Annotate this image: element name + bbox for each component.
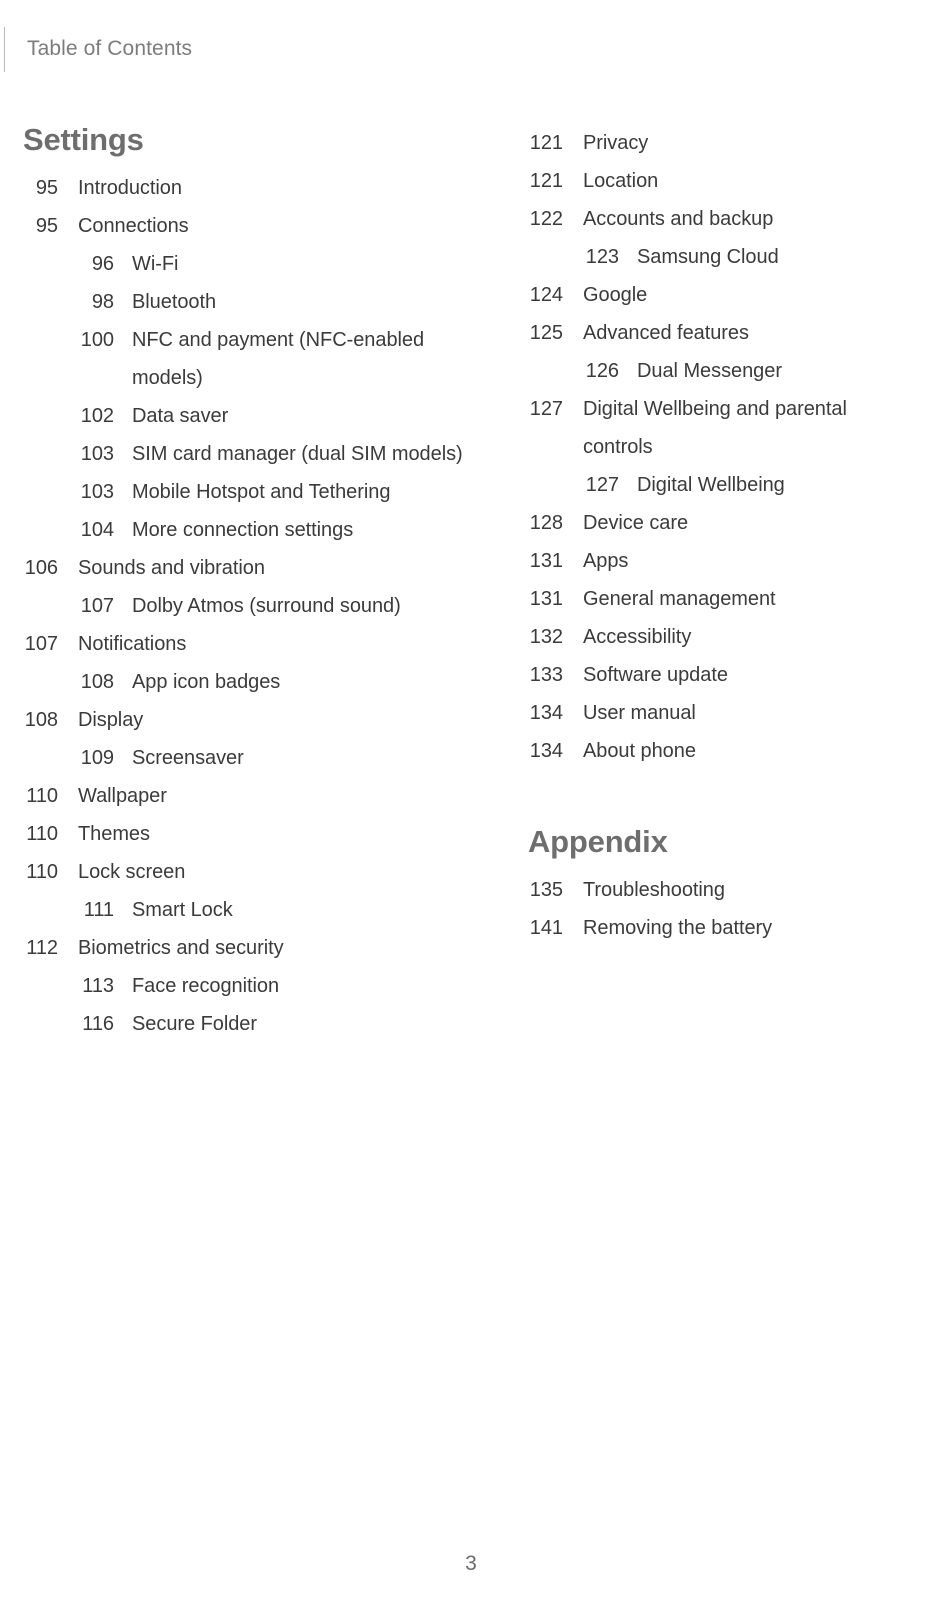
toc-entry-label: Themes [78, 823, 150, 845]
toc-entry-label: Face recognition [132, 975, 280, 997]
toc-entry-label: General management [583, 588, 776, 610]
toc-entry-label: Apps [583, 550, 629, 572]
toc-entry-page-number: 132 [529, 626, 563, 648]
toc-entry-label: Digital Wellbeing [637, 474, 785, 496]
toc-entry-page-number: 116 [82, 1013, 114, 1035]
toc-entry-page-number: 123 [585, 246, 619, 268]
toc-entry[interactable] [23, 929, 483, 967]
page-number: 3 [465, 1552, 477, 1575]
toc-entry-page-number: 98 [91, 291, 114, 313]
toc-entry-page-number: 121 [529, 132, 563, 154]
toc-entry[interactable] [23, 587, 483, 625]
toc-entry-page-number: 107 [24, 633, 58, 655]
toc-entry[interactable] [23, 891, 483, 929]
toc-entry-page-number: 102 [80, 405, 114, 427]
toc-entry-page-number: 141 [529, 917, 563, 939]
toc-entry[interactable] [23, 207, 483, 245]
toc-entry-label: Screensaver [132, 747, 244, 769]
toc-entry-page-number: 124 [529, 284, 563, 306]
toc-entry[interactable] [528, 732, 918, 770]
toc-entry-page-number: 103 [80, 443, 114, 465]
toc-entry[interactable] [528, 314, 918, 352]
toc-entry[interactable] [23, 777, 483, 815]
toc-entry[interactable] [23, 169, 483, 207]
toc-entry[interactable] [528, 871, 918, 909]
toc-entry-page-number: 131 [529, 550, 563, 572]
toc-entry-label: Introduction [78, 177, 182, 199]
toc-entry-page-number: 127 [529, 398, 563, 420]
toc-entry-page-number: 135 [529, 879, 563, 901]
running-header-title: Table of Contents [27, 37, 193, 60]
toc-entry[interactable] [528, 656, 918, 694]
toc-entry-label: Troubleshooting [583, 879, 725, 901]
toc-entry-label: Removing the battery [583, 917, 773, 939]
toc-entry[interactable] [528, 466, 918, 504]
toc-entry-list [23, 169, 483, 1043]
toc-entry-label: Smart Lock [132, 899, 233, 921]
toc-entry[interactable] [528, 909, 918, 947]
toc-entry-page-number: 108 [24, 709, 58, 731]
toc-entry-page-number: 113 [82, 975, 114, 997]
toc-entry[interactable] [23, 283, 483, 321]
toc-entry-label: Sounds and vibration [78, 557, 265, 579]
toc-entry[interactable] [528, 542, 918, 580]
toc-entry-label: Display [78, 709, 144, 731]
toc-entry-page-number: 134 [529, 740, 563, 762]
toc-entry-label: Lock screen [78, 861, 186, 883]
toc-entry-page-number: 112 [26, 937, 58, 959]
toc-entry[interactable] [23, 321, 483, 397]
toc-entry-label: Wallpaper [78, 785, 167, 807]
toc-entry[interactable] [23, 853, 483, 891]
toc-entry-label: More connection settings [132, 519, 354, 541]
toc-entry[interactable] [23, 245, 483, 283]
toc-entry-label: Connections [78, 215, 189, 237]
toc-entry[interactable] [528, 200, 918, 238]
toc-entry-page-number: 96 [91, 253, 114, 275]
toc-entry[interactable] [528, 276, 918, 314]
toc-entry[interactable] [23, 435, 483, 473]
toc-entry[interactable] [23, 511, 483, 549]
toc-column-left [23, 124, 483, 1043]
toc-entry-label: Software update [583, 664, 728, 686]
toc-entry[interactable] [528, 390, 918, 466]
section-heading-appendix: Appendix [528, 824, 668, 859]
toc-entry-page-number: 103 [80, 481, 114, 503]
toc-entry-list [528, 124, 918, 770]
toc-entry-label: Device care [583, 512, 689, 534]
toc-entry-page-number: 110 [26, 861, 58, 883]
toc-entry[interactable] [23, 397, 483, 435]
toc-entry-label: Dolby Atmos (surround sound) [132, 595, 401, 617]
toc-entry[interactable] [528, 580, 918, 618]
toc-entry-label: About phone [583, 740, 696, 762]
header-divider-rule [4, 27, 5, 72]
toc-entry[interactable] [23, 815, 483, 853]
toc-entry-label: Google [583, 284, 648, 306]
toc-entry-page-number: 104 [80, 519, 114, 541]
toc-entry-page-number: 107 [80, 595, 114, 617]
toc-entry[interactable] [528, 162, 918, 200]
toc-entry-label: Accounts and backup [583, 208, 774, 230]
toc-entry-label: App icon badges [132, 671, 281, 693]
toc-entry-page-number: 95 [35, 215, 58, 237]
toc-column-right [528, 124, 918, 947]
toc-entry[interactable] [23, 701, 483, 739]
running-header [0, 26, 192, 72]
toc-entry[interactable] [23, 967, 483, 1005]
toc-entry-label: Biometrics and security [78, 937, 284, 959]
toc-entry[interactable] [528, 238, 918, 276]
toc-entry[interactable] [528, 618, 918, 656]
toc-entry-label: Notifications [78, 633, 187, 655]
toc-entry[interactable] [23, 473, 483, 511]
toc-entry[interactable] [23, 739, 483, 777]
toc-entry[interactable] [528, 352, 918, 390]
toc-entry[interactable] [528, 504, 918, 542]
toc-entry-page-number: 110 [26, 823, 58, 845]
toc-entry-page-number: 121 [529, 170, 563, 192]
toc-entry-label: Digital Wellbeing and parental controls [583, 398, 847, 458]
toc-entry-page-number: 108 [80, 671, 114, 693]
section-heading-settings: Settings [23, 122, 144, 157]
toc-entry-page-number: 125 [529, 322, 563, 344]
toc-entry-page-number: 109 [80, 747, 114, 769]
toc-entry-page-number: 110 [26, 785, 58, 807]
toc-entry-page-number: 111 [83, 899, 114, 921]
toc-entry-label: Data saver [132, 405, 229, 427]
toc-entry-page-number: 128 [529, 512, 563, 534]
toc-entry-page-number: 131 [529, 588, 563, 610]
toc-entry-page-number: 122 [529, 208, 563, 230]
toc-entry-label: Location [583, 170, 659, 192]
toc-entry[interactable] [23, 1005, 483, 1043]
toc-entry-page-number: 133 [529, 664, 563, 686]
toc-entry-page-number: 127 [585, 474, 619, 496]
toc-entry-label: Mobile Hotspot and Tethering [132, 481, 391, 503]
toc-entry-label: Privacy [583, 132, 649, 154]
toc-entry-label: Samsung Cloud [637, 246, 779, 268]
toc-entry-page-number: 126 [585, 360, 619, 382]
toc-entry-list [528, 871, 918, 947]
toc-entry[interactable] [23, 663, 483, 701]
toc-entry-label: User manual [583, 702, 696, 724]
toc-entry-label: NFC and payment (NFC-enabled models) [132, 329, 425, 389]
toc-entry-label: Advanced features [583, 322, 749, 344]
toc-entry-label: Wi-Fi [132, 253, 179, 275]
toc-entry-label: Secure Folder [132, 1013, 257, 1035]
toc-entry[interactable] [528, 694, 918, 732]
toc-entry-label: Accessibility [583, 626, 692, 648]
toc-entry-page-number: 100 [80, 329, 114, 351]
toc-entry-page-number: 95 [35, 177, 58, 199]
toc-entry[interactable] [23, 625, 483, 663]
toc-entry-label: Bluetooth [132, 291, 217, 313]
toc-entry-page-number: 134 [529, 702, 563, 724]
toc-entry-page-number: 106 [24, 557, 58, 579]
toc-entry[interactable] [23, 549, 483, 587]
toc-entry[interactable] [528, 124, 918, 162]
toc-entry-label: SIM card manager (dual SIM models) [132, 443, 463, 465]
toc-entry-label: Dual Messenger [637, 360, 782, 382]
